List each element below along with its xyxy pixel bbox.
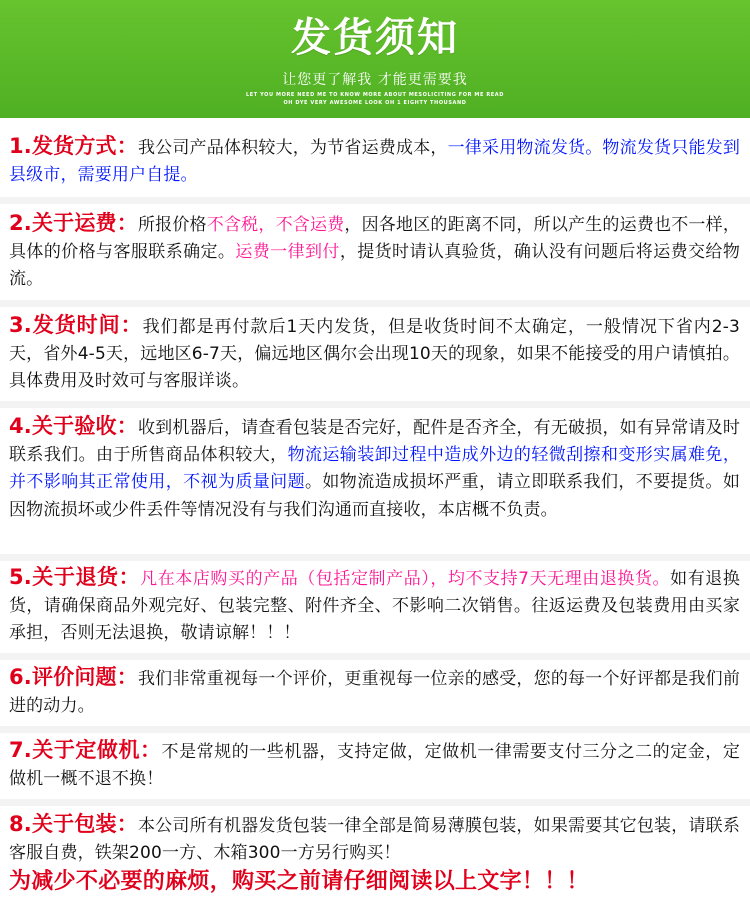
divider [0, 300, 750, 307]
body-text: ，提货时请认真验货，确认没有问题后将运费交给物流。 [9, 242, 740, 290]
section-heading: 8.关于包装： [9, 812, 138, 836]
divider [0, 197, 750, 204]
body-text: 不是常规的一些机器，支持定做，定做机一律需要支付三分之二的定金，定做机一概不退不换！ [9, 742, 740, 790]
blue-highlight: 物流运输装卸过程中造成外边的轻微刮擦和变形实属难免，并不影响其正常使用，不视为质量问题 [9, 445, 740, 493]
section-heading: 3.发货时间： [9, 313, 143, 337]
body-text: 本公司所有机器发货包装一律全部是简易薄膜包装，如果需要其它包装，请联系客服自费，铁架200一方、木箱300一方另行购买！ [9, 816, 741, 864]
section-heading: 2.关于运费： [9, 211, 138, 235]
section-heading: 6.评价问题： [9, 665, 138, 689]
divider [0, 653, 750, 660]
section-text [0, 312, 750, 396]
red-highlight: 凡在本店购买的产品（包括定制产品），均不支持7天无理由退换货。 [140, 569, 671, 589]
body-text: 我们都是再付款后1天内发货，但是收货时间不太确定，一般情况下省内2-3天，省外4-5天，远地区6-7天，偏远地区偶尔会出现10天的现象，如果不能接受的用户请慎拍。具体费用及时效可与客服详谈。 [9, 317, 740, 392]
divider [0, 554, 750, 561]
section-heading: 5.关于退货： [9, 565, 141, 589]
body-text: 收到机器后，请查看包装是否完好，配件是否齐全，有无破损，如有异常请及时联系我们。由于所售商品体积较大， [9, 418, 741, 466]
section-custom-machines [0, 737, 750, 793]
page-title: 发货须知 [291, 15, 459, 61]
section-packaging [0, 811, 750, 867]
section-returns [0, 564, 750, 648]
english-tagline-2: OH DYE VERY AWESOME LOOK OH 1 EIGHTY THOUSAND [283, 100, 467, 106]
section-text [0, 737, 750, 793]
red-highlight: 运费一律到付 [235, 242, 340, 263]
body-text: 所报价格 [137, 215, 207, 235]
section-text [0, 133, 750, 189]
section-text [0, 210, 750, 294]
section-shipping-time [0, 312, 750, 396]
page-subtitle: 让您更了解我 才能更需要我 [282, 72, 468, 88]
body-text: 我公司产品体积较大，为节省运费成本， [137, 138, 448, 158]
body-text: 我们非常重视每一个评价，更重视每一位亲的感受，您的每一个好评都是我们前进的动力。 [9, 669, 741, 717]
body-text: 。如物流造成损坏严重，请立即联系我们，不要提货。如因物流损坏或少件丢件等情况没有与我们沟通而直接收，本店概不负责。 [9, 472, 740, 520]
section-text [0, 811, 750, 867]
section-text [0, 564, 750, 648]
section-text [0, 664, 750, 720]
body-text: ，因各地区的距离不同，所以产生的运费也不一样，具体的价格与客服联系确定。 [9, 215, 740, 263]
red-highlight: 不含税，不含运费 [206, 215, 345, 235]
section-freight [0, 210, 750, 294]
divider [0, 401, 750, 408]
body-text: 如有退换货，请确保商品外观完好、包装完整、附件齐全、不影响二次销售。往返运费及包装费用由买家承担，否则无法退换，敬请谅解！！！ [9, 569, 740, 644]
divider [0, 799, 750, 806]
final-notice: 为减少不必要的麻烦，购买之前请仔细阅读以上文字！！！ [9, 869, 589, 894]
header-banner [0, 0, 750, 118]
section-heading: 1.发货方式： [9, 134, 138, 158]
section-text [0, 413, 750, 524]
section-reviews [0, 664, 750, 720]
section-heading: 7.关于定做机： [9, 738, 162, 762]
section-heading: 4.关于验收： [9, 414, 138, 438]
blue-highlight: 一律采用物流发货。物流发货只能发到县级市，需要用户自提。 [9, 138, 740, 186]
english-tagline-1: LET YOU MORE NEED ME TO KNOW MORE ABOUT MESOLICITING FOR ME READ [245, 92, 505, 98]
divider [0, 726, 750, 733]
section-shipping-method [0, 133, 750, 189]
section-inspection [0, 413, 750, 524]
